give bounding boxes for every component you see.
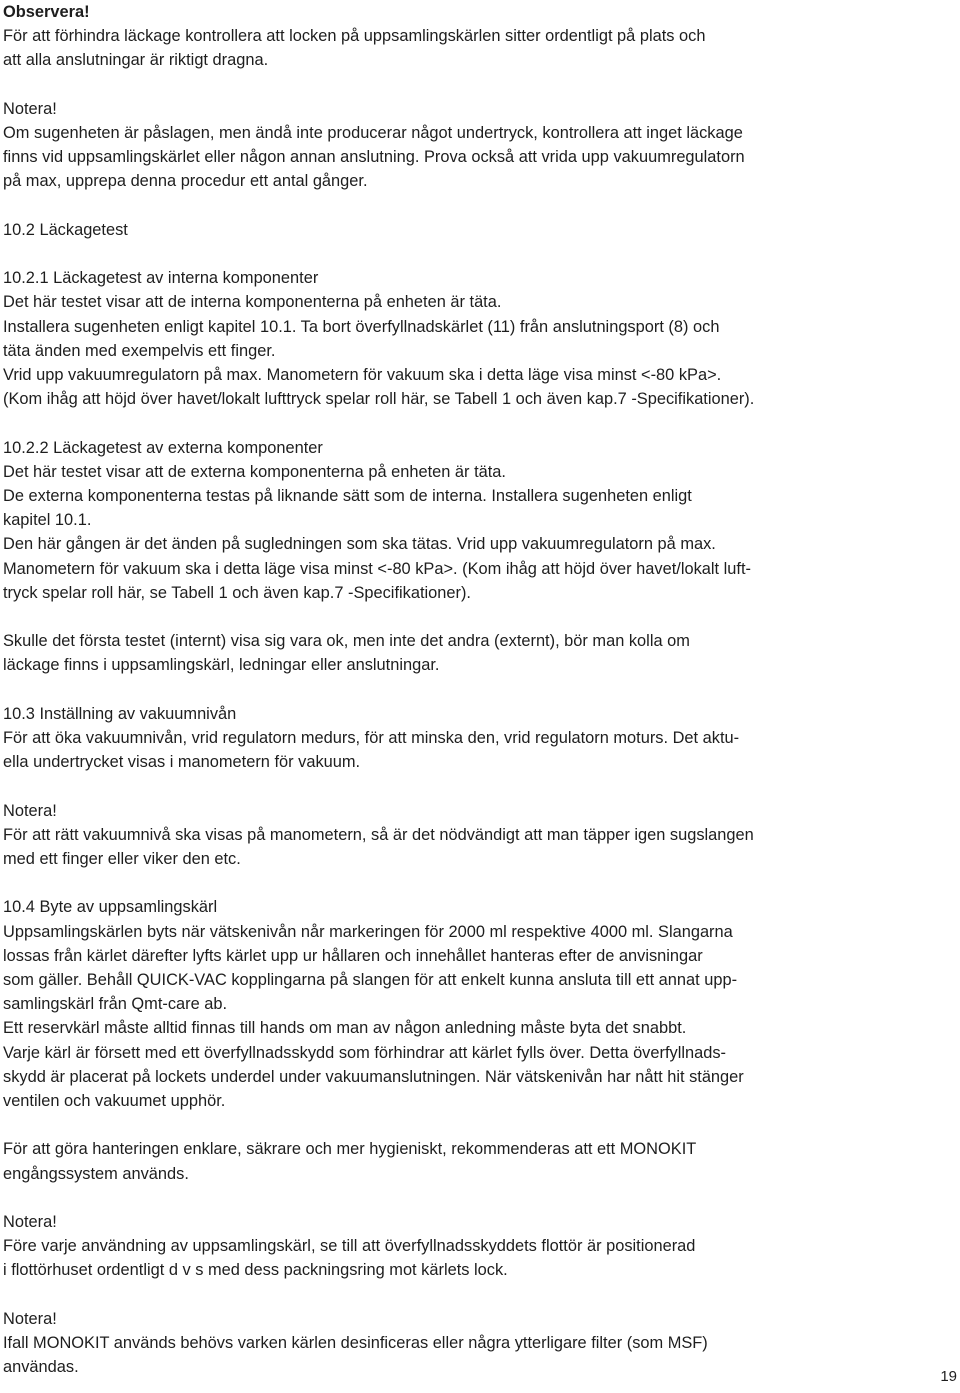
monokit-block (3, 1137, 953, 1185)
text-line: kapitel 10.1. (3, 511, 92, 530)
notera-block-4 (3, 1307, 953, 1380)
text-line: samlingskärl från Qmt-care ab. (3, 995, 228, 1014)
notera-block-1 (3, 97, 953, 194)
text-line: skydd är placerat på lockets underdel under vakuumanslutningen. När vätskenivån har nått hit stänger (3, 1067, 744, 1086)
section-10-4 (3, 895, 953, 1113)
text-line: Ett reservkärl måste alltid finnas till hands om man av någon anledning måste byta det snabbt. (3, 1019, 687, 1038)
text-line: Den här gången är det änden på sugledningen som ska tätas. Vrid upp vakuumregulatorn på max. (3, 535, 716, 554)
text-line: engångssystem används. (3, 1164, 189, 1183)
text-line: ventilen och vakuumet upphör. (3, 1092, 226, 1111)
notera-heading: Notera! (3, 99, 57, 118)
text-line: För att rätt vakuumnivå ska visas på manometern, så är det nödvändigt att man täpper igen sugslangen (3, 825, 754, 844)
section-heading: 10.2 Läckagetest (3, 220, 128, 239)
text-line: Vrid upp vakuumregulatorn på max. Manometern för vakuum ska i detta läge visa minst <-80 kPa>. (3, 366, 722, 384)
text-line: (Kom ihåg att höjd över havet/lokalt lufttryck spelar roll här, se Tabell 1 och även kap.7 -Specifikationer). (3, 390, 755, 409)
notera-block-2 (3, 799, 953, 872)
text-line: Manometern för vakuum ska i detta läge visa minst <-80 kPa>. (Kom ihåg att höjd över havet/lokalt luft- (3, 559, 751, 578)
section-10-3 (3, 702, 953, 775)
text-line: Det här testet visar att de interna komponenterna på enheten är täta. (3, 293, 502, 312)
notera-block-3 (3, 1210, 953, 1283)
text-line: De externa komponenterna testas på liknande sätt som de interna. Installera sugenheten enligt (3, 487, 692, 505)
text-line: Uppsamlingskärlen byts när vätskenivån når markeringen för 2000 ml respektive 4000 ml. Slangarna (3, 922, 733, 941)
section-10-2 (3, 218, 953, 242)
text-line: Om sugenheten är påslagen, men ändå inte producerar något undertryck, kontrollera att inget läckage (3, 124, 743, 142)
observera-block (3, 0, 953, 73)
text-line: ella undertrycket visas i manometern för vakuum. (3, 753, 361, 772)
text-line: läckage finns i uppsamlingskärl, ledningar eller anslutningar. (3, 656, 440, 675)
text-line: finns vid uppsamlingskärlet eller någon annan anslutning. Prova också att vrida upp vakuumregulatorn (3, 148, 745, 167)
text-line: För att öka vakuumnivån, vrid regulatorn medurs, för att minska den, vrid regulatorn moturs. Det aktu- (3, 729, 740, 747)
notera-heading: Notera! (3, 1309, 57, 1328)
section-heading: 10.3 Inställning av vakuumnivån (3, 704, 237, 723)
document-page (3, 0, 953, 1379)
observera-heading: Observera! (3, 3, 90, 21)
section-10-2-1 (3, 266, 953, 411)
notera-heading: Notera! (3, 1213, 57, 1231)
text-line: täta änden med exempelvis ett finger. (3, 341, 276, 360)
summary-block (3, 629, 953, 677)
text-line: att alla anslutningar är riktigt dragna. (3, 51, 269, 70)
text-line: lossas från kärlet därefter lyfts kärlet upp ur hållaren och innehållet hanteras efter de anvisningar (3, 946, 703, 965)
section-10-2-2 (3, 436, 953, 605)
section-heading: 10.2.1 Läckagetest av interna komponenter (3, 269, 319, 288)
text-line: Det här testet visar att de externa komponenterna på enheten är täta. (3, 462, 506, 481)
text-line: användas. (3, 1358, 79, 1377)
text-line: som gäller. Behåll QUICK-VAC kopplingarna på slangen för att enkelt kunna ansluta till ett annat upp- (3, 971, 738, 989)
notera-heading: Notera! (3, 801, 57, 820)
text-line: Skulle det första testet (internt) visa sig vara ok, men inte det andra (externt), bör man kolla om (3, 632, 690, 651)
text-line: i flottörhuset ordentligt d v s med dess packningsring mot kärlets lock. (3, 1261, 508, 1280)
page-number: 19 (940, 1368, 957, 1385)
text-line: Installera sugenheten enligt kapitel 10.1. Ta bort överfyllnadskärlet (11) från anslutningsport (8) och (3, 317, 720, 336)
text-line: Varje kärl är försett med ett överfyllnadsskydd som förhindrar att kärlet fylls över. Detta överfyllnads- (3, 1043, 726, 1062)
section-heading: 10.2.2 Läckagetest av externa komponenter (3, 438, 323, 457)
text-line: på max, upprepa denna procedur ett antal gånger. (3, 172, 368, 191)
text-line: För att förhindra läckage kontrollera att locken på uppsamlingskärlen sitter ordentligt på plats och (3, 27, 706, 46)
text-line: Före varje användning av uppsamlingskärl, se till att överfyllnadsskyddets flottör är positionerad (3, 1237, 696, 1256)
section-heading: 10.4 Byte av uppsamlingskärl (3, 898, 218, 917)
text-line: med ett finger eller viker den etc. (3, 850, 241, 868)
text-line: tryck spelar roll här, se Tabell 1 och även kap.7 -Specifikationer). (3, 583, 471, 602)
text-line: Ifall MONOKIT används behövs varken kärlen desinficeras eller några ytterligare filter (som MSF) (3, 1334, 708, 1352)
text-line: För att göra hanteringen enklare, säkrare och mer hygieniskt, rekommenderas att ett MONOKIT (3, 1140, 697, 1159)
